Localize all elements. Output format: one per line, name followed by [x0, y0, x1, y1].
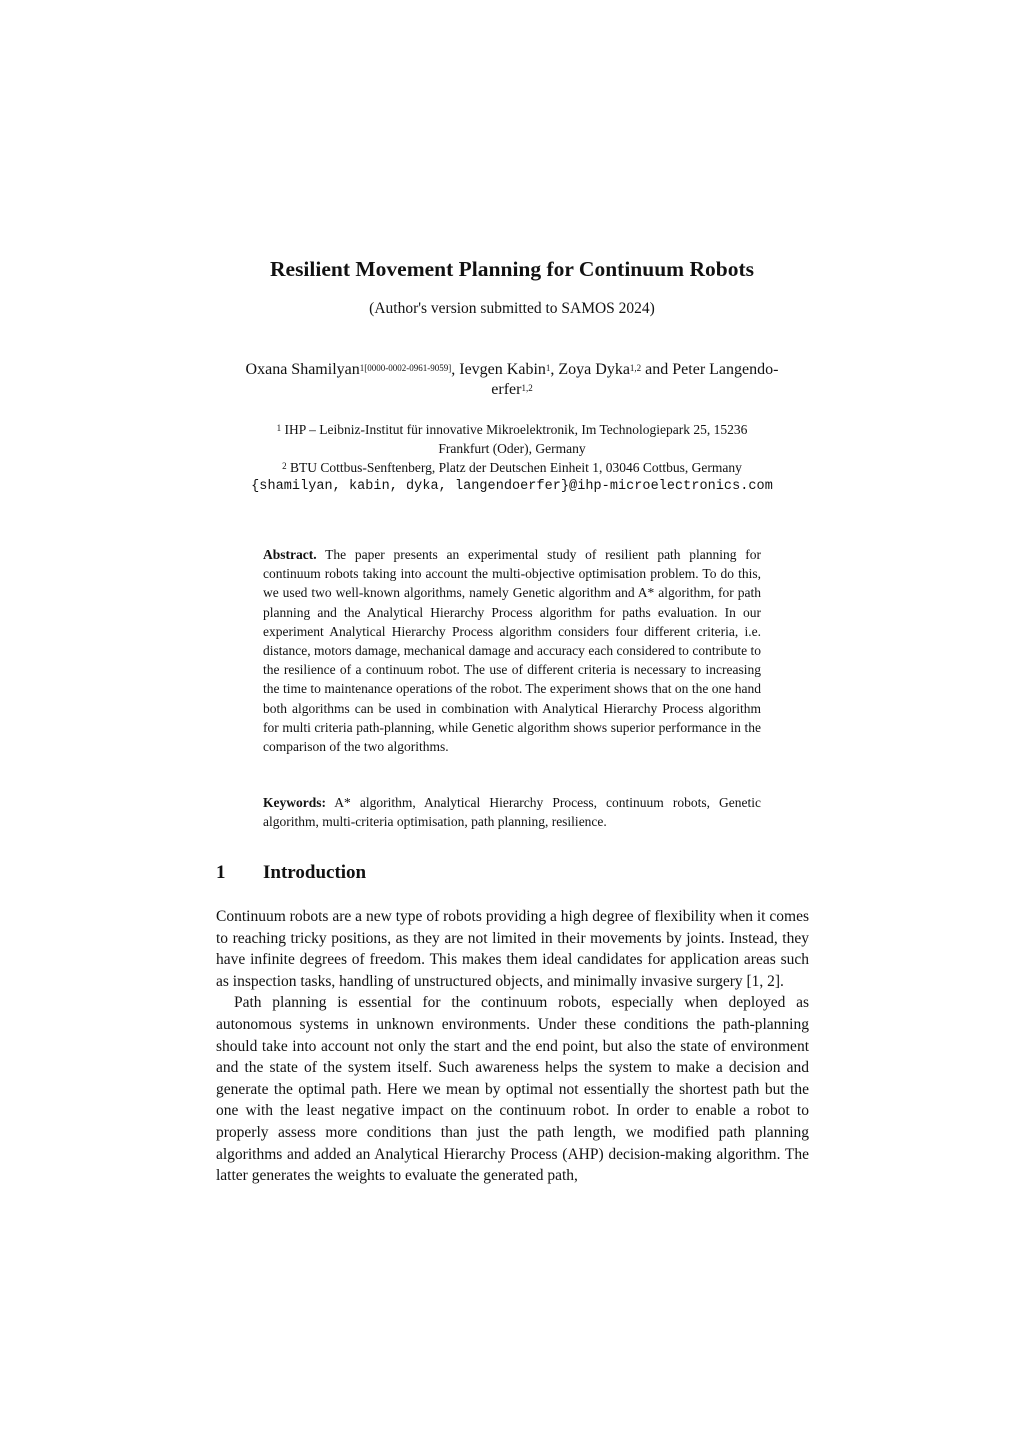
abstract-label: Abstract.: [263, 547, 317, 562]
affiliations: [210, 420, 814, 496]
affiliation-marker: 2: [282, 461, 287, 471]
keywords: [263, 793, 761, 831]
body-paragraph: Path planning is essential for the continuum robots, especially when deployed as autonomous systems in unknown environments. Under these conditions the path-planning should take into account not only the start and the end point, but also the state of environment and the state of the system itself. Such awareness helps the system to make a decision and generate the optimal path. Here we mean by optimal not essentially the shortest path but the one with the least negative impact on the continuum robot. In order to enable a robot to properly assess more conditions than just the path length, we modified path planning algorithms and added an Analytical Hierarchy Process (AHP) decision-making algorithm. The latter generates the weights to evaluate the generated path,: [216, 994, 809, 1185]
affiliation-marker: 1: [276, 423, 282, 433]
author-affiliation-marker: 1: [545, 363, 551, 373]
abstract-text: The paper presents an experimental study of resilient path planning for continuum robots taking into account the multi-objective optimisation problem. To do this, we used two well-known algorithms, namely Genetic algorithm and A* algorithm, for path planning and the Analytical Hierarchy Process algorithm for paths evaluation. In our experiment Analytical Hierarchy Process algorithm considers four different criteria, i.e. distance, motors damage, mechanical damage and accuracy each considered to contribute to the resilience of a continuum robot. The use of different criteria is necessary to increasing the time to maintenance operations of the robot. The experiment shows that on the one hand both algorithms can be used in combination with Analytical Hierarchy Process algorithm for multi criteria path-planning, while Genetic algorithm shows superior performance in the comparison of the two algorithms.: [263, 547, 761, 755]
author-name: Oxana Shamilyan: [245, 361, 360, 378]
affiliation-1-continued: Frankfurt (Oder), Germany: [438, 441, 586, 456]
author-affiliation-marker: 1,2: [521, 383, 533, 393]
author-name: , Zoya Dyka: [550, 361, 630, 378]
author-affiliation-marker: 1[0000-0002-0961-9059]: [359, 363, 452, 373]
author-emails: {shamilyan, kabin, dyka, langendoerfer}@ihp-microelectronics.com: [251, 479, 773, 494]
keywords-label: Keywords:: [263, 795, 326, 810]
author-list: [210, 360, 814, 400]
paper-subtitle: (Author's version submitted to SAMOS 2024): [369, 300, 655, 317]
affiliation-text: IHP – Leibniz-Institut für innovative Mikroelektronik, Im Technologiepark 25, 15236: [281, 422, 748, 437]
author-name: , Ievgen Kabin: [451, 361, 546, 378]
section-title: Introduction: [263, 862, 367, 883]
affiliation-text: BTU Cottbus-Senftenberg, Platz der Deutschen Einheit 1, 03046 Cottbus, Germany: [286, 460, 742, 475]
abstract: [263, 545, 761, 756]
body-paragraph: Continuum robots are a new type of robots providing a high degree of flexibility when it comes to reaching tricky positions, as they are not limited in their movements by joints. Instead, they have infinite degrees of freedom. This makes them ideal candidates for application areas such as inspection tasks, handling of unstructured objects, and minimally invasive surgery [1, 2].: [216, 908, 809, 990]
author-name: and Peter Langendo-: [641, 361, 779, 378]
affiliation-2: [210, 458, 814, 477]
author-name: erfer: [491, 381, 522, 398]
affiliation-1: [210, 420, 814, 439]
author-affiliation-marker: 1,2: [629, 363, 642, 373]
keywords-text: A* algorithm, Analytical Hierarchy Process, continuum robots, Genetic algorithm, multi-criteria optimisation, path planning, resilience.: [263, 795, 761, 830]
section-heading: [216, 862, 816, 884]
section-number: 1: [216, 862, 226, 883]
section-body: [216, 906, 809, 1187]
paper-title: Resilient Movement Planning for Continuum Robots: [270, 257, 754, 281]
